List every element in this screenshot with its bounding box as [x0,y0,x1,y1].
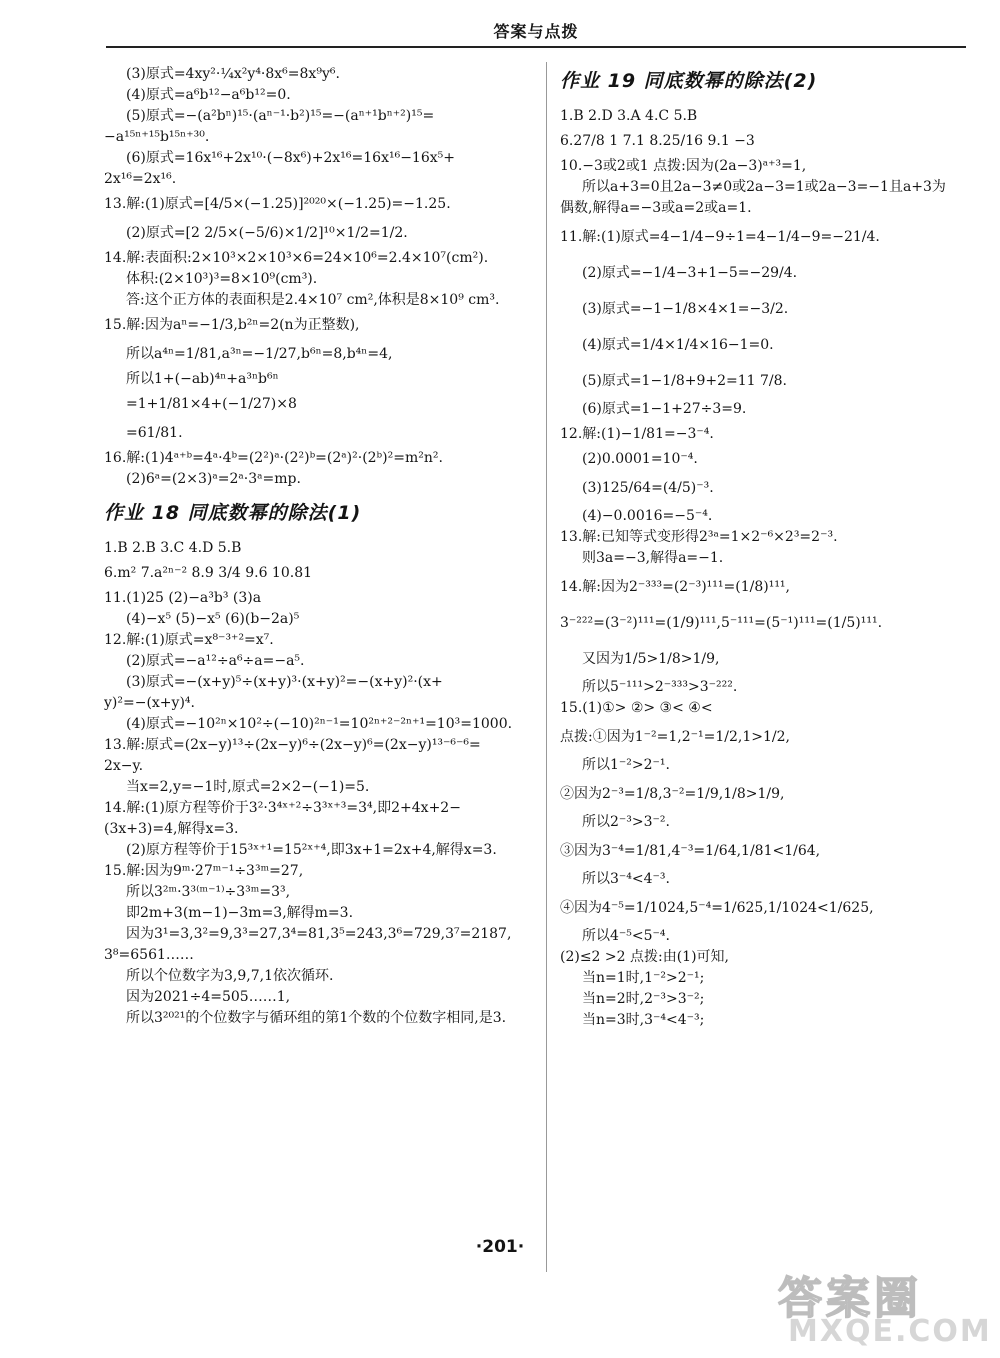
answer-line: 所以3²⁰²¹的个位数字与循环组的第1个数的个位数字相同,是3. [126,1010,507,1026]
answer-line: 点拨:①因为1⁻²=1,2⁻¹=1/2,1>1/2, [560,729,790,745]
answer-line: (3)原式=4xy²·¼x²y⁴·8x⁶=8x⁹y⁶. [126,66,340,82]
answer-line: 所以3²ᵐ·3³⁽ᵐ⁻¹⁾÷3³ᵐ=3³, [126,884,291,900]
answer-line: 所以a⁴ⁿ=1/81,a³ⁿ=−1/27,b⁶ⁿ=8,b⁴ⁿ=4, [126,346,393,362]
answer-line: =61/81. [126,425,183,441]
answer-line: 当n=1时,1⁻²>2⁻¹; [582,970,705,986]
answer-line: (3x+3)=4,解得x=3. [104,821,239,837]
answer-line: ④因为4⁻⁵=1/1024,5⁻⁴=1/625,1/1024<1/625, [560,900,874,916]
answer-line: (5)原式=−(a²bⁿ)¹⁵·(aⁿ⁻¹·b²)¹⁵=−(aⁿ⁺¹bⁿ⁺²)¹⁵= [126,108,435,124]
answer-line: 16.解:(1)4ᵃ⁺ᵇ=4ᵃ·4ᵇ=(2²)ᵃ·(2²)ᵇ=(2ᵃ)²·(2ᵇ)²=m²n². [104,450,443,466]
page-number: ·201· [475,1237,525,1257]
answer-line: 当n=3时,3⁻⁴<4⁻³; [582,1012,705,1028]
answer-line: 14.解:因为2⁻³³³=(2⁻³)¹¹¹=(1/8)¹¹¹, [560,579,790,595]
answer-line: 因为2021÷4=505……1, [126,989,291,1005]
answer-line: 6.m² 7.a²ⁿ⁻² 8.9 3/4 9.6 10.81 [104,565,313,581]
answer-line: 14.解:表面积:2×10³×2×10³×6=24×10⁶=2.4×10⁷(cm²). [104,250,489,266]
answer-line: 2x−y. [104,758,144,774]
answer-line: 11.解:(1)原式=4−1/4−9÷1=4−1/4−9=−21/4. [560,229,880,245]
answer-line: 10.−3或2或1 点拨:因为(2a−3)ᵃ⁺³=1, [560,158,807,174]
answer-line: (3)原式=−(x+y)⁵÷(x+y)³·(x+y)²=−(x+y)²·(x+ [126,674,443,690]
answer-line: −a¹⁵ⁿ⁺¹⁵b¹⁵ⁿ⁺³⁰. [104,129,210,145]
answer-line: 3⁸=6561…… [104,947,194,963]
answer-line: 所以5⁻¹¹¹>2⁻³³³>3⁻²²². [582,679,738,695]
answer-line: 所以a+3=0且2a−3≠0或2a−3=1或2a−3=−1且a+3为 [582,179,946,195]
section-title-19: 作业 19 同底数幂的除法(2) [560,70,818,92]
answer-line: 偶数,解得a=−3或a=2或a=1. [560,200,752,216]
answer-line: 即2m+3(m−1)−3m=3,解得m=3. [126,905,354,921]
answer-line: (4)−x⁵ (5)−x⁵ (6)(b−2a)⁵ [126,611,300,627]
answer-line: y)²=−(x+y)⁴. [104,695,195,711]
answer-line: 因为3¹=3,3²=9,3³=27,3⁴=81,3⁵=243,3⁶=729,3⁷=2187, [126,926,512,942]
answer-line: 13.解:原式=(2x−y)¹³÷(2x−y)⁶÷(2x−y)⁶=(2x−y)¹³⁻⁶⁻⁶= [104,737,481,753]
answer-line: (4)原式=a⁶b¹²−a⁶b¹²=0. [126,87,291,103]
answer-line: ③因为3⁻⁴=1/81,4⁻³=1/64,1/81<1/64, [560,843,821,859]
answer-line: (2)6ᵃ=(2×3)ᵃ=2ᵃ·3ᵃ=mp. [126,471,301,487]
answer-line: 15.解:因为aⁿ=−1/3,b²ⁿ=2(n为正整数), [104,317,360,333]
answer-line: =1+1/81×4+(−1/27)×8 [126,396,297,412]
answer-line: 所以2⁻³>3⁻². [582,814,670,830]
answer-line: 当n=2时,2⁻³>3⁻²; [582,991,705,1007]
answer-line: 15.(1)①> ②> ③< ④< [560,700,713,716]
page-header [106,18,966,48]
answer-line: (2)原方程等价于15³ˣ⁺¹=15²ˣ⁺⁴,即3x+1=2x+4,解得x=3. [126,842,497,858]
answer-line: ②因为2⁻³=1/8,3⁻²=1/9,1/8>1/9, [560,786,785,802]
answer-line: 14.解:(1)原方程等价于3²·3⁴ˣ⁺²÷3³ˣ⁺³=3⁴,即2+4x+2− [104,800,461,816]
answer-line: 3⁻²²²=(3⁻²)¹¹¹=(1/9)¹¹¹,5⁻¹¹¹=(5⁻¹)¹¹¹=(1/5)¹¹¹. [560,615,883,631]
watermark-logo: 答案圈 [778,1273,922,1324]
watermark-url: MXQE.COM [788,1314,992,1349]
left-column [104,64,534,1029]
answer-line: 所以个位数字为3,9,7,1依次循环. [126,968,334,984]
header-title: 答案与点拨 [493,22,579,41]
answer-line: (2)原式=−1/4−3+1−5=−29/4. [582,265,798,281]
section-title-18: 作业 18 同底数幂的除法(1) [104,502,362,524]
answer-line: 12.解:(1)原式=x⁸⁻³⁺²=x⁷. [104,632,274,648]
answer-line: (2)原式=−a¹²÷a⁶÷a=−a⁵. [126,653,305,669]
answer-line: 又因为1/5>1/8>1/9, [582,651,720,667]
answer-line: 15.解:因为9ᵐ·27ᵐ⁻¹÷3³ᵐ=27, [104,863,304,879]
answer-line: 当x=2,y=−1时,原式=2×2−(−1)=5. [126,779,370,795]
answer-line: (3)125/64=(4/5)⁻³. [582,480,714,496]
answer-line: (5)原式=1−1/8+9+2=11 7/8. [582,373,787,389]
column-divider [546,62,547,1272]
answer-line: (6)原式=16x¹⁶+2x¹⁰·(−8x⁶)+2x¹⁶=16x¹⁶−16x⁵+ [126,150,455,166]
answer-line: 13.解:(1)原式=[4/5×(−1.25)]²⁰²⁰×(−1.25)=−1.25. [104,196,451,212]
answer-line: 1.B 2.D 3.A 4.C 5.B [560,108,698,124]
answer-line: (3)原式=−1−1/8×4×1=−3/2. [582,301,789,317]
watermark [770,1262,995,1354]
answer-line: 2x¹⁶=2x¹⁶. [104,171,177,187]
answer-line: 则3a=−3,解得a=−1. [582,550,724,566]
right-column [560,64,980,1031]
answer-line: (2)0.0001=10⁻⁴. [582,451,698,467]
answer-line: (2)原式=[2 2/5×(−5/6)×1/2]¹⁰×1/2=1/2. [126,225,408,241]
answer-line: 13.解:已知等式变形得2³ᵃ=1×2⁻⁶×2³=2⁻³. [560,529,838,545]
answer-line: 6.27/8 1 7.1 8.25/16 9.1 −3 [560,133,755,149]
answer-line: (2)≤2 >2 点拨:由(1)可知, [560,949,730,965]
answer-line: 所以4⁻⁵<5⁻⁴. [582,928,670,944]
answer-line: 答:这个正方体的表面积是2.4×10⁷ cm²,体积是8×10⁹ cm³. [126,292,500,308]
answer-line: 体积:(2×10³)³=8×10⁹(cm³). [126,271,318,287]
answer-line: (4)原式=1/4×1/4×16−1=0. [582,337,774,353]
answer-line: (4)原式=−10²ⁿ×10²÷(−10)²ⁿ⁻¹=10²ⁿ⁺²⁻²ⁿ⁺¹=10³=1000. [126,716,513,732]
answer-line: 所以1⁻²>2⁻¹. [582,757,670,773]
answer-line: 所以1+(−ab)⁴ⁿ+a³ⁿb⁶ⁿ [126,371,279,387]
answer-line: 11.(1)25 (2)−a³b³ (3)a [104,590,262,606]
answer-line: 所以3⁻⁴<4⁻³. [582,871,670,887]
answer-line: (4)−0.0016=−5⁻⁴. [582,508,713,524]
answer-line: 1.B 2.B 3.C 4.D 5.B [104,540,242,556]
answer-line: (6)原式=1−1+27÷3=9. [582,401,747,417]
answer-line: 12.解:(1)−1/81=−3⁻⁴. [560,426,714,442]
